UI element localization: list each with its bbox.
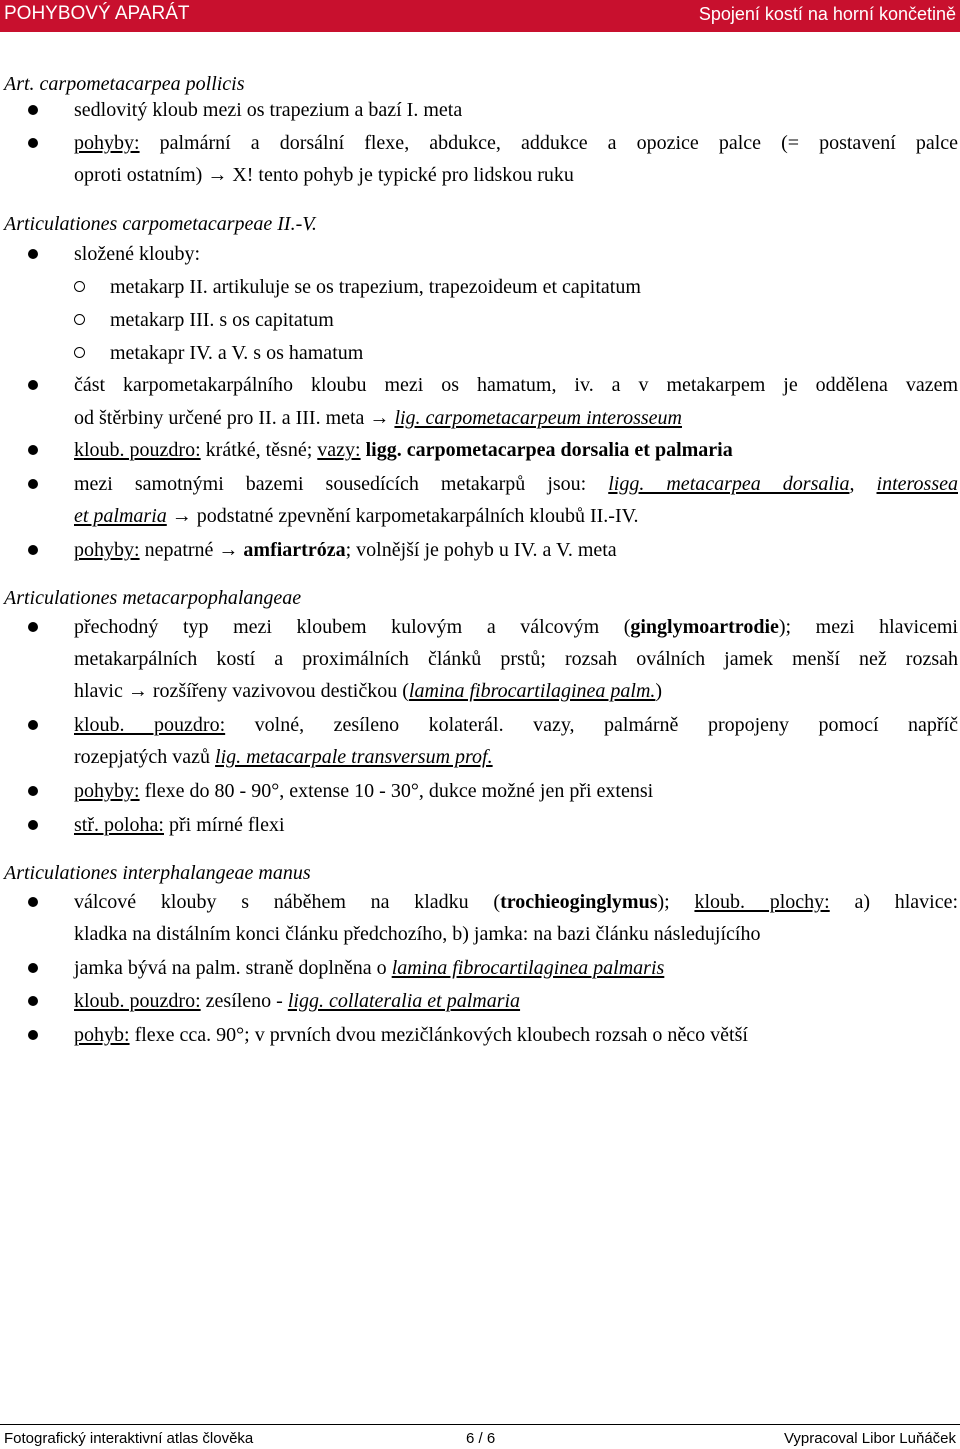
list-item [74,538,617,562]
ligament-name: ligg. carpometacarpea dorsalia et palmaria [360,439,733,461]
term-bold: trochieoginglymus [500,891,658,913]
bullet-icon [28,897,38,907]
bullet-icon [28,1030,38,1040]
item-text: rozepjatých vazů [74,746,216,768]
footer-atlas-title: Fotografický interaktivní atlas člověka [4,1430,254,1447]
footer-author: Vypracoval Libor Luňáček [783,1430,956,1447]
list-item [74,779,653,803]
ligament-name: lig. metacarpale transversum prof. [215,746,493,768]
item-text: nepatrné → [139,539,244,561]
bullet-icon [28,249,38,259]
list-item-continuation [74,504,639,528]
term-label: kloub. plochy: [694,891,830,913]
section-heading-pollicis: Art. carpometacarpea pollicis [4,73,245,95]
ligament-name: lamina fibrocartilaginea palmaris [391,957,665,979]
bullet-icon [28,820,38,830]
item-text: mezi samotnými bazemi sousedících metakarpů jsou: [74,473,609,495]
term-label: kloub. pouzdro: [74,439,201,461]
header-subtitle: Spojení kostí na horní končetině [698,4,956,24]
term-label: pohyby: [74,132,140,154]
sub-list-item: metakarp III. s os capitatum [110,309,334,331]
header-title: POHYBOVÝ APARÁT [4,3,190,24]
list-item [74,989,520,1013]
list-item [74,1023,748,1047]
item-text: , [849,473,877,495]
circle-bullet-icon [74,314,85,325]
list-item-continuation: oproti ostatním) → X! tento pohyb je typické pro lidskou ruku [74,164,574,186]
list-item [74,713,958,737]
list-item-continuation: metakarpálních kostí a proximálních článků prstů; rozsah oválních jamek menší než rozsah [74,648,958,670]
bullet-icon [28,445,38,455]
bullet-icon [28,380,38,390]
item-text: volné, zesíleno kolaterál. vazy, palmárně propojeny pomocí napříč [225,714,958,736]
item-text: palmární a dorsální flexe, abdukce, addukce a opozice palce (= postavení palce [139,132,958,154]
ligament-name: ligg. metacarpea dorsalia [608,473,850,495]
term-label: stř. poloha: [74,814,164,836]
list-item [74,890,958,914]
item-text: ); mezi hlavicemi [778,616,958,638]
item-text: ) [655,680,663,702]
circle-bullet-icon [74,347,85,358]
term-label: pohyby: [74,780,140,802]
term-bold: amfiartróza [243,539,346,561]
item-text: flexe do 80 - 90°, extense 10 - 30°, dukce možné jen při extensi [139,780,654,802]
list-item: sedlovitý kloub mezi os trapezium a bazí I. meta [74,99,463,121]
ligament-name: interossea [876,473,958,495]
page-footer [0,1424,960,1449]
ligament-name: et palmaria [74,505,167,527]
bullet-icon [28,786,38,796]
item-text: → podstatné zpevnění karpometakarpálních kloubů II.-IV. [166,505,639,527]
ligament-name: lamina fibrocartilaginea palm. [408,680,656,702]
page-number: 6 / 6 [466,1430,496,1447]
item-text: ; volnější je pohyb u IV. a V. meta [345,539,617,561]
term-label: kloub. pouzdro: [74,990,201,1012]
list-item [74,813,285,837]
circle-bullet-icon [74,281,85,292]
term-label: pohyb: [74,1024,130,1046]
item-text: a) hlavice: [829,891,959,913]
list-item [74,131,958,155]
sub-list-item: metakarp II. artikuluje se os trapezium, trapezoideum et capitatum [110,276,641,298]
item-text: ); [657,891,695,913]
term-label: kloub. pouzdro: [74,714,226,736]
item-text: zesíleno - [200,990,288,1012]
section-heading-metacarpophalangeae: Articulationes metacarpophalangeae [4,587,302,609]
list-item [74,956,664,980]
term-label: pohyby: [74,539,140,561]
ligament-name: ligg. collateralia et palmaria [287,990,521,1012]
term-label: vazy: [317,439,361,461]
bullet-icon [28,720,38,730]
page-header [0,0,960,32]
list-item [74,615,958,639]
bullet-icon [28,996,38,1006]
ligament-name: lig. carpometacarpeum interosseum [394,407,682,429]
item-text: krátké, těsné; [200,439,318,461]
item-text: hlavic → rozšířeny vazivovou destičkou ( [74,680,409,702]
bullet-icon [28,479,38,489]
list-item [74,472,958,496]
term-bold: ginglymoartrodie [630,616,779,638]
bullet-icon [28,622,38,632]
item-text: přechodný typ mezi kloubem kulovým a válcovým ( [74,616,631,638]
bullet-icon [28,105,38,115]
section-heading-carpometacarpeae: Articulationes carpometacarpeae II.-V. [4,213,317,235]
list-item-continuation: kladka na distálním konci článku předchozího, b) jamka: na bazi článku následujícího [74,923,761,945]
list-item: část karpometakarpálního kloubu mezi os hamatum, iv. a v metakarpem je oddělena vazem [74,374,958,396]
bullet-icon [28,138,38,148]
list-item [74,438,733,462]
list-item-continuation [74,679,662,703]
bullet-icon [28,545,38,555]
section-heading-interphalangeae: Articulationes interphalangeae manus [4,862,311,884]
item-text: flexe cca. 90°; v prvních dvou mezičlánkových kloubech rozsah o něco větší [129,1024,748,1046]
item-text: válcové klouby s náběhem na kladku ( [74,891,501,913]
sub-list-item: metakapr IV. a V. s os hamatum [110,342,364,364]
bullet-icon [28,963,38,973]
item-text: jamka bývá na palm. straně doplněna o [74,957,392,979]
list-item-continuation [74,745,493,769]
list-item-continuation [74,406,682,430]
list-item: složené klouby: [74,243,201,265]
item-text: při mírné flexi [164,814,285,836]
item-text: od štěrbiny určené pro II. a III. meta → [74,407,395,429]
